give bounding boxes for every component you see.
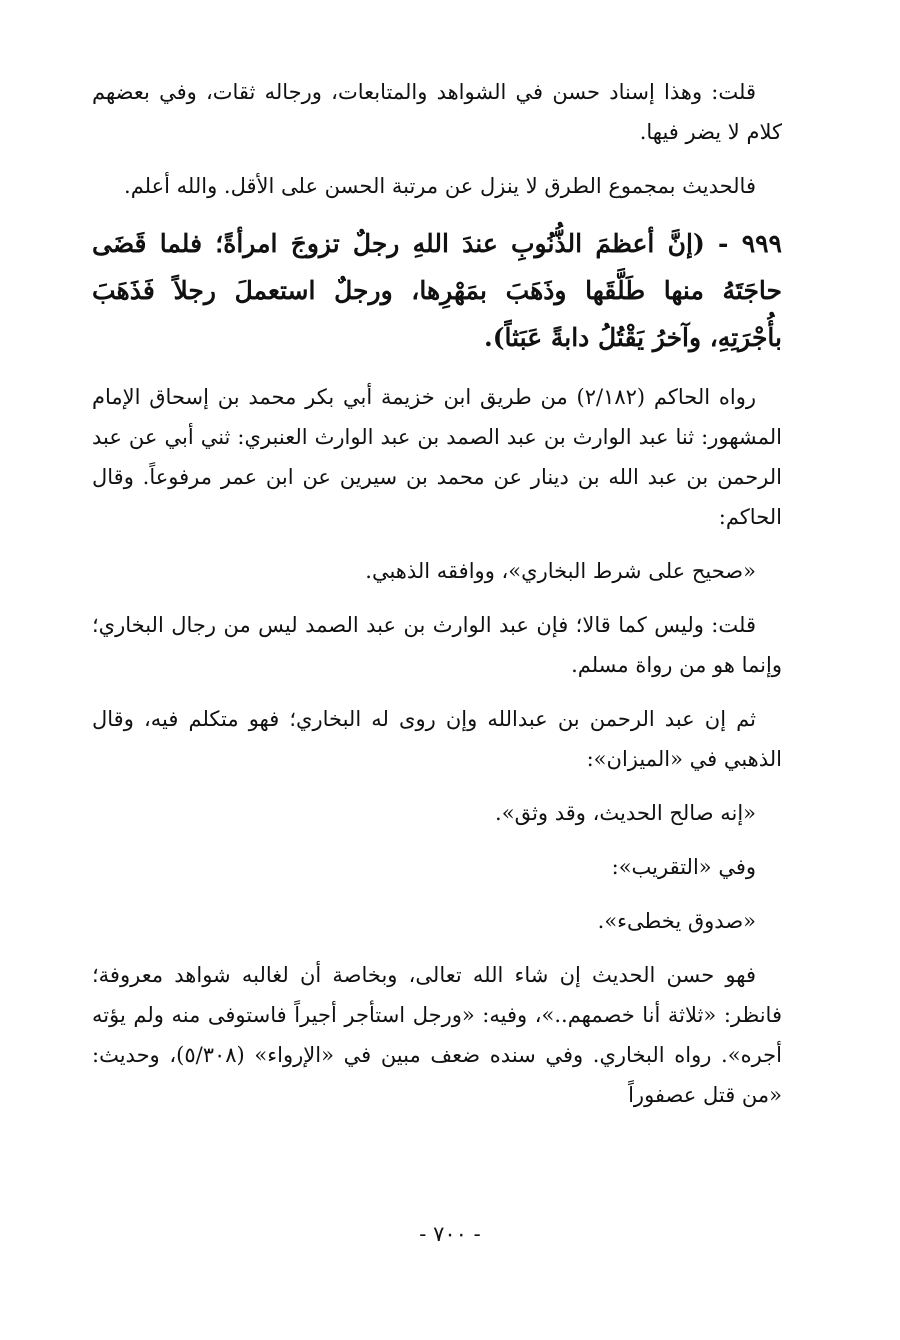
quote-taqrib: «صدوق يخطىء». xyxy=(597,909,756,933)
paragraph-takhrij: رواه الحاكم (٢/١٨٢) من طريق ابن خزيمة أبي بكر محمد بن إسحاق الإمام المشهور: ثنا عبد الوارث بن عبد الصمد بن عبد الوارث العنبري: ثني أبي عن عبد الرحمن بن عبد الله بن دينار عن محمد بن سيرين عن ابن عمر مرفوعاً. وقال الحاكم: xyxy=(92,385,782,529)
quote-hakim: «صحيح على شرط البخاري»، ووافقه الذهبي. xyxy=(365,559,756,583)
paragraph-conclusion: فالحديث بمجموع الطرق لا ينزل عن مرتبة الحسن على الأقل. والله أعلم. xyxy=(124,174,756,198)
hadith-999-text: ٩٩٩ - (إنَّ أعظمَ الذُّنُوبِ عندَ اللهِ رجلٌ تزوجَ امرأةً؛ فلما قَضَى حاجَتَهُ منها طَلَّقَها وذَهَبَ بمَهْرِها، ورجلٌ استعملَ رجلاً فَذَهَبَ بأُجْرَتِهِ، وآخرُ يَقْتُلُ دابةً عَبَثاً). xyxy=(92,229,782,352)
paragraph-isnad-note: قلت: وهذا إسناد حسن في الشواهد والمتابعات، ورجاله ثقات، وفي بعضهم كلام لا يضر فيها. xyxy=(92,80,782,144)
page-number: - ٧٠٠ - xyxy=(419,1222,481,1246)
paragraph-verdict: فهو حسن الحديث إن شاء الله تعالى، وبخاصة أن لغالبه شواهد معروفة؛ فانظر: «ثلاثة أنا خصمهم..»، وفيه: «ورجل استأجر أجيراً فاستوفى منه ولم يؤته أجره». رواه البخاري. وفي سنده ضعف مبين في «الإرواء» (٥/٣٠٨)، وحديث: «من قتل عصفوراً xyxy=(92,963,782,1107)
quote-mizan: «إنه صالح الحديث، وقد وثق». xyxy=(495,801,756,825)
paragraph-critique: قلت: وليس كما قالا؛ فإن عبد الوارث بن عبد الصمد ليس من رجال البخاري؛ وإنما هو من رواة مسلم. xyxy=(92,613,782,677)
paragraph-narrator: ثم إن عبد الرحمن بن عبدالله وإن روى له البخاري؛ فهو متكلم فيه، وقال الذهبي في «الميزان»: xyxy=(92,707,782,771)
quote-taqrib-intro: وفي «التقريب»: xyxy=(611,855,756,879)
